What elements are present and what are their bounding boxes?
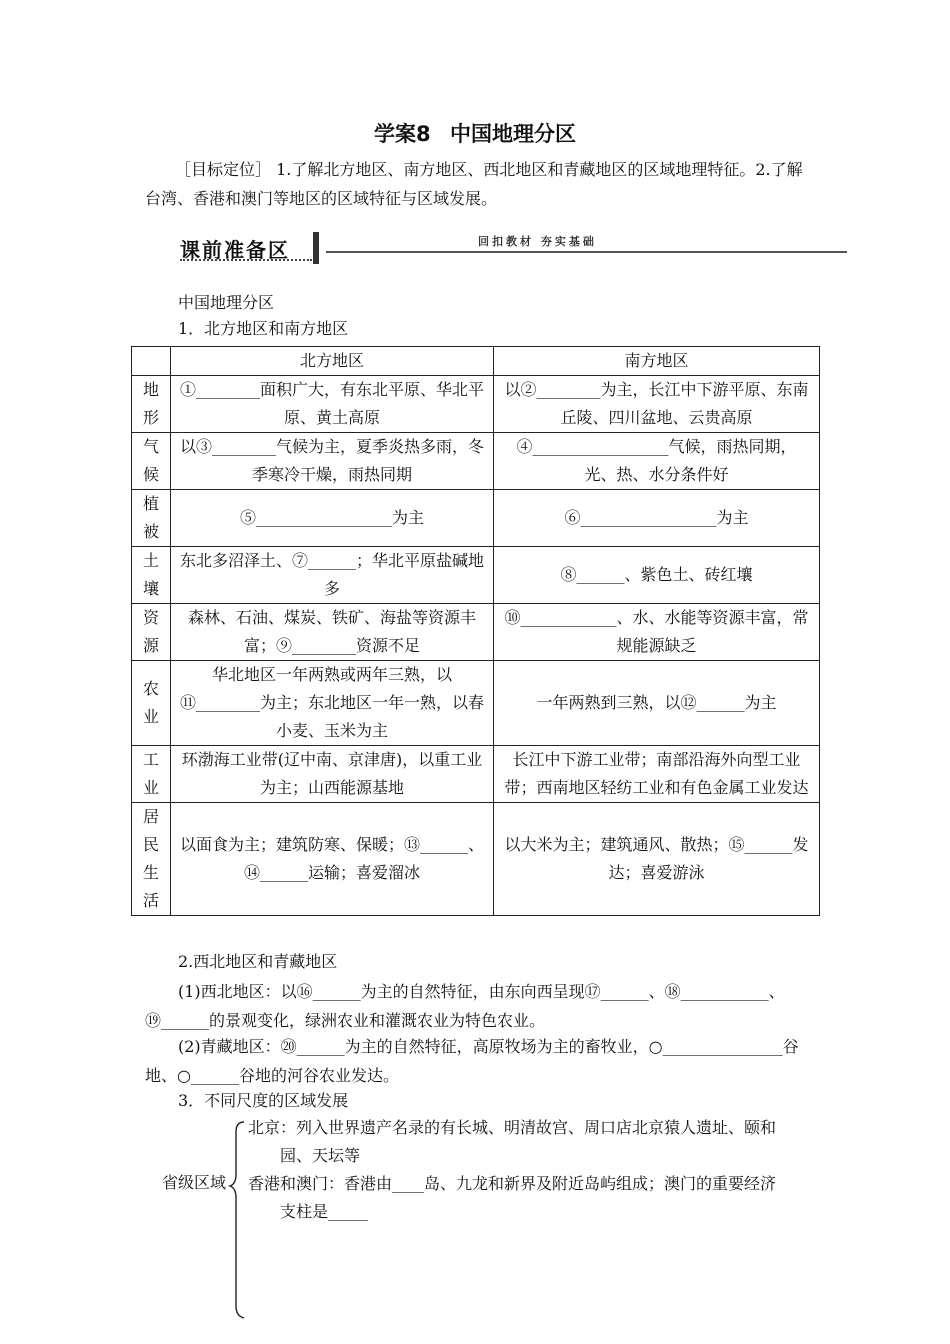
- section2-northwest: (1)西北地区：以⑯______为主的自然特征，由东向西呈现⑰______、⑱___________、⑲______的景观变化，绿洲农业和灌溉农业为特色农业。: [145, 982, 785, 1030]
- row-label: 资源: [142, 608, 159, 655]
- row-label: 居民生活: [142, 807, 159, 910]
- table-row: [132, 547, 820, 604]
- section2-qingzang: (2)青藏地区：⑳______为主的自然特征，高原牧场为主的畜牧业，○_______________谷地、○______谷地的河谷农业发达。: [145, 1037, 799, 1085]
- section3-title: 3．不同尺度的区域发展: [178, 1091, 349, 1110]
- hkmacau-line-1: 香港和澳门：香港由____岛、九龙和新界及附近岛屿组成；澳门的重要经济: [248, 1174, 777, 1193]
- row-label: 土壤: [142, 551, 159, 598]
- row-label: 地形: [142, 380, 159, 427]
- south-cell: ⑥_________________为主: [494, 490, 820, 547]
- table-header-row: [132, 347, 820, 376]
- curly-brace-icon: [228, 1120, 248, 1320]
- row-label: 工业: [142, 750, 159, 797]
- row-label: 植被: [142, 494, 159, 541]
- north-cell: 华北地区一年两熟或两年三熟，以⑪________为主；东北地区一年一熟，以春小麦、玉米为主: [171, 661, 494, 746]
- north-cell: ①________面积广大，有东北平原、华北平原、黄土高原: [171, 376, 494, 433]
- section-banner: [180, 228, 847, 268]
- table-corner-cell: [132, 347, 171, 376]
- banner-dotted-underline: [180, 259, 312, 261]
- north-cell: 环渤海工业带(辽中南、京津唐)，以重工业为主；山西能源基地: [171, 746, 494, 803]
- south-cell: ⑧______、紫色土、砖红壤: [494, 547, 820, 604]
- row-label: 农业: [142, 679, 159, 726]
- north-cell: 以③________气候为主，夏季炎热多雨，冬季寒冷干燥，雨热同期: [171, 433, 494, 490]
- table-row: [132, 661, 820, 746]
- north-cell: 以面食为主；建筑防寒、保暖；⑬______、⑭______运输；喜爱溜冰: [171, 803, 494, 916]
- south-cell: 一年两熟到三熟，以⑫______为主: [494, 661, 820, 746]
- section1-title: 1．北方地区和南方地区: [178, 319, 349, 338]
- south-cell: 长江中下游工业带；南部沿海外向型工业带；西南地区轻纺工业和有色金属工业发达: [494, 746, 820, 803]
- intro-heading: 中国地理分区: [178, 293, 275, 312]
- title-topic: 中国地理分区: [449, 122, 576, 146]
- header-north: 北方地区: [171, 347, 494, 376]
- north-south-table: [131, 346, 820, 916]
- south-cell: ④_________________气候，雨热同期，光、热、水分条件好: [494, 433, 820, 490]
- title-lesson-number: 学案8: [374, 122, 431, 146]
- objective-text: ［目标定位］ 1.了解北方地区、南方地区、西北地区和青藏地区的区域地理特征。2.了解台湾、香港和澳门等地区的区域特征与区域发展。: [145, 160, 803, 208]
- provincial-region-label: 省级区域: [162, 1173, 227, 1192]
- north-cell: 森林、石油、煤炭、铁矿、海盐等资源丰富；⑨________资源不足: [171, 604, 494, 661]
- hkmacau-line-2: 支柱是_____: [280, 1202, 369, 1221]
- table-row: [132, 490, 820, 547]
- section2-title: 2.西北地区和青藏地区: [178, 952, 338, 971]
- north-cell: 东北多沼泽土、⑦______；华北平原盐碱地多: [171, 547, 494, 604]
- banner-subtitle: 回扣教材 夯实基础: [478, 235, 597, 248]
- table-row: [132, 604, 820, 661]
- page-title: [0, 118, 950, 148]
- table-row: [132, 803, 820, 916]
- table-row: [132, 433, 820, 490]
- row-label: 气候: [142, 437, 159, 484]
- south-cell: ⑩____________、水、水能等资源丰富，常规能源缺乏: [494, 604, 820, 661]
- table-row: [132, 746, 820, 803]
- beijing-line-1: 北京：列入世界遗产名录的有长城、明清故宫、周口店北京猿人遗址、颐和: [248, 1118, 777, 1137]
- header-south: 南方地区: [494, 347, 820, 376]
- banner-rule: [326, 251, 847, 253]
- banner-title: 课前准备区: [180, 238, 290, 262]
- beijing-line-2: 园、天坛等: [280, 1146, 361, 1165]
- north-cell: ⑤_________________为主: [171, 490, 494, 547]
- south-cell: 以②________为主，长江中下游平原、东南丘陵、四川盆地、云贵高原: [494, 376, 820, 433]
- south-cell: 以大米为主；建筑通风、散热；⑮______发达；喜爱游泳: [494, 803, 820, 916]
- banner-divider-bar: [313, 232, 319, 264]
- table-row: [132, 376, 820, 433]
